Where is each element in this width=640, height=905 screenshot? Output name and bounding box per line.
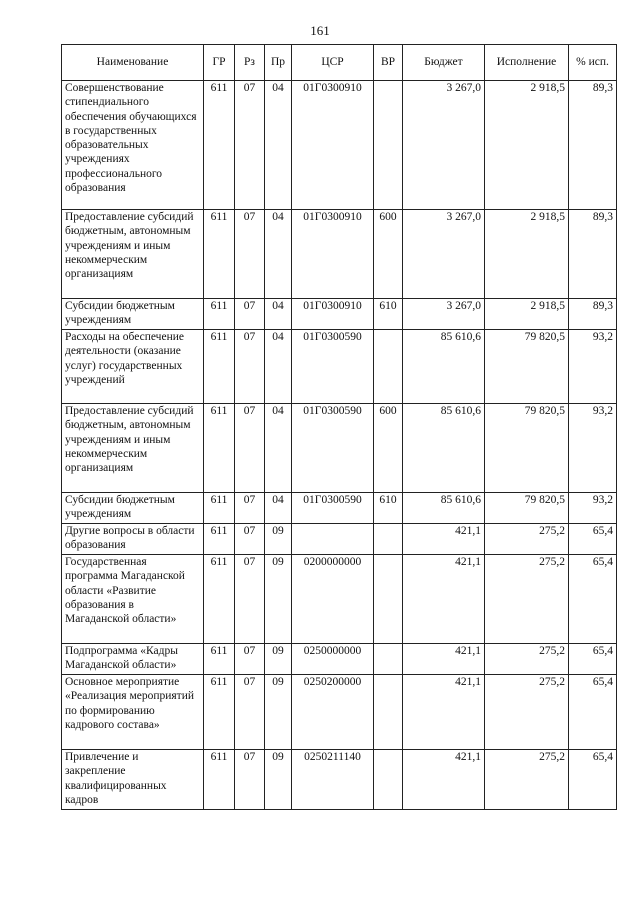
row-gr: 611	[204, 81, 235, 210]
row-csr: 01Г0300590	[292, 493, 374, 524]
row-percent: 65,4	[569, 675, 617, 750]
row-vr: 600	[374, 210, 403, 299]
table-row	[62, 524, 617, 555]
row-name: Государственная программа Магаданской области «Развитие образования в Магаданской области»	[62, 555, 204, 644]
row-name: Другие вопросы в области образования	[62, 524, 204, 555]
row-budget: 3 267,0	[403, 210, 485, 299]
row-execution: 275,2	[485, 555, 569, 644]
row-execution: 2 918,5	[485, 210, 569, 299]
row-pr: 04	[265, 330, 292, 404]
row-vr	[374, 524, 403, 555]
table-row	[62, 330, 617, 404]
row-name: Субсидии бюджетным учреждениям	[62, 493, 204, 524]
row-pr: 04	[265, 493, 292, 524]
row-percent: 93,2	[569, 330, 617, 404]
row-gr: 611	[204, 210, 235, 299]
row-budget: 85 610,6	[403, 493, 485, 524]
row-budget: 421,1	[403, 644, 485, 675]
row-vr	[374, 81, 403, 210]
row-vr	[374, 644, 403, 675]
row-rz: 07	[235, 299, 265, 330]
row-pr: 04	[265, 210, 292, 299]
row-execution: 2 918,5	[485, 299, 569, 330]
column-header-name: Наименование	[62, 45, 204, 81]
row-csr	[292, 524, 374, 555]
row-execution: 79 820,5	[485, 404, 569, 493]
row-rz: 07	[235, 81, 265, 210]
row-csr: 01Г0300910	[292, 299, 374, 330]
table-row	[62, 750, 617, 810]
row-gr: 611	[204, 675, 235, 750]
row-vr: 600	[374, 404, 403, 493]
row-csr: 01Г0300590	[292, 330, 374, 404]
column-header-execution: Исполнение	[485, 45, 569, 81]
row-csr: 0250200000	[292, 675, 374, 750]
row-csr: 0250000000	[292, 644, 374, 675]
row-csr: 0250211140	[292, 750, 374, 810]
row-percent: 65,4	[569, 555, 617, 644]
row-name: Предоставление субсидий бюджетным, автономным учреждениям и иным некоммерческим организациям	[62, 404, 204, 493]
table-row	[62, 644, 617, 675]
row-name: Привлечение и закрепление квалифицированных кадров	[62, 750, 204, 810]
column-header-pr: Пр	[265, 45, 292, 81]
row-name: Основное мероприятие «Реализация мероприятий по формированию кадрового состава»	[62, 675, 204, 750]
row-execution: 275,2	[485, 675, 569, 750]
row-percent: 89,3	[569, 81, 617, 210]
column-header-rz: Рз	[235, 45, 265, 81]
column-header-csr: ЦСР	[292, 45, 374, 81]
row-pr: 04	[265, 404, 292, 493]
row-budget: 3 267,0	[403, 81, 485, 210]
row-rz: 07	[235, 404, 265, 493]
row-gr: 611	[204, 555, 235, 644]
row-gr: 611	[204, 493, 235, 524]
row-rz: 07	[235, 210, 265, 299]
row-gr: 611	[204, 330, 235, 404]
row-execution: 275,2	[485, 644, 569, 675]
row-rz: 07	[235, 644, 265, 675]
table-row	[62, 493, 617, 524]
row-rz: 07	[235, 330, 265, 404]
row-rz: 07	[235, 750, 265, 810]
row-pr: 09	[265, 524, 292, 555]
row-gr: 611	[204, 404, 235, 493]
row-rz: 07	[235, 524, 265, 555]
row-percent: 89,3	[569, 299, 617, 330]
table-row	[62, 81, 617, 210]
row-pr: 09	[265, 750, 292, 810]
row-pr: 09	[265, 675, 292, 750]
row-gr: 611	[204, 524, 235, 555]
row-vr	[374, 330, 403, 404]
row-budget: 421,1	[403, 524, 485, 555]
column-header-gr: ГР	[204, 45, 235, 81]
row-rz: 07	[235, 675, 265, 750]
table-row	[62, 299, 617, 330]
row-budget: 85 610,6	[403, 404, 485, 493]
row-pr: 09	[265, 644, 292, 675]
row-execution: 275,2	[485, 524, 569, 555]
row-vr	[374, 555, 403, 644]
row-csr: 0200000000	[292, 555, 374, 644]
row-vr: 610	[374, 493, 403, 524]
row-name: Расходы на обеспечение деятельности (оказание услуг) государственных учреждений	[62, 330, 204, 404]
row-vr	[374, 675, 403, 750]
budget-execution-table	[61, 44, 617, 810]
row-csr: 01Г0300910	[292, 210, 374, 299]
row-budget: 85 610,6	[403, 330, 485, 404]
column-header-vr: ВР	[374, 45, 403, 81]
table-row	[62, 675, 617, 750]
row-pr: 09	[265, 555, 292, 644]
row-csr: 01Г0300910	[292, 81, 374, 210]
row-execution: 2 918,5	[485, 81, 569, 210]
row-execution: 275,2	[485, 750, 569, 810]
row-csr: 01Г0300590	[292, 404, 374, 493]
row-budget: 421,1	[403, 555, 485, 644]
row-budget: 421,1	[403, 675, 485, 750]
row-percent: 65,4	[569, 750, 617, 810]
table-row	[62, 555, 617, 644]
row-execution: 79 820,5	[485, 493, 569, 524]
column-header-budget: Бюджет	[403, 45, 485, 81]
row-name: Подпрограмма «Кадры Магаданской области»	[62, 644, 204, 675]
row-percent: 93,2	[569, 404, 617, 493]
row-rz: 07	[235, 555, 265, 644]
row-vr: 610	[374, 299, 403, 330]
row-rz: 07	[235, 493, 265, 524]
row-percent: 89,3	[569, 210, 617, 299]
row-gr: 611	[204, 299, 235, 330]
row-percent: 93,2	[569, 493, 617, 524]
column-header-percent: % исп.	[569, 45, 617, 81]
page-number: 161	[310, 23, 330, 38]
row-name: Предоставление субсидий бюджетным, автономным учреждениям и иным некоммерческим организациям	[62, 210, 204, 299]
table-row	[62, 210, 617, 299]
row-percent: 65,4	[569, 524, 617, 555]
row-name: Субсидии бюджетным учреждениям	[62, 299, 204, 330]
row-name: Совершенствование стипендиального обеспечения обучающихся в государственных образовательных учреждениях профессионального образования	[62, 81, 204, 210]
row-execution: 79 820,5	[485, 330, 569, 404]
row-pr: 04	[265, 299, 292, 330]
row-pr: 04	[265, 81, 292, 210]
row-budget: 3 267,0	[403, 299, 485, 330]
table-header-row	[62, 45, 617, 81]
row-budget: 421,1	[403, 750, 485, 810]
row-gr: 611	[204, 644, 235, 675]
row-percent: 65,4	[569, 644, 617, 675]
table-row	[62, 404, 617, 493]
row-gr: 611	[204, 750, 235, 810]
row-vr	[374, 750, 403, 810]
